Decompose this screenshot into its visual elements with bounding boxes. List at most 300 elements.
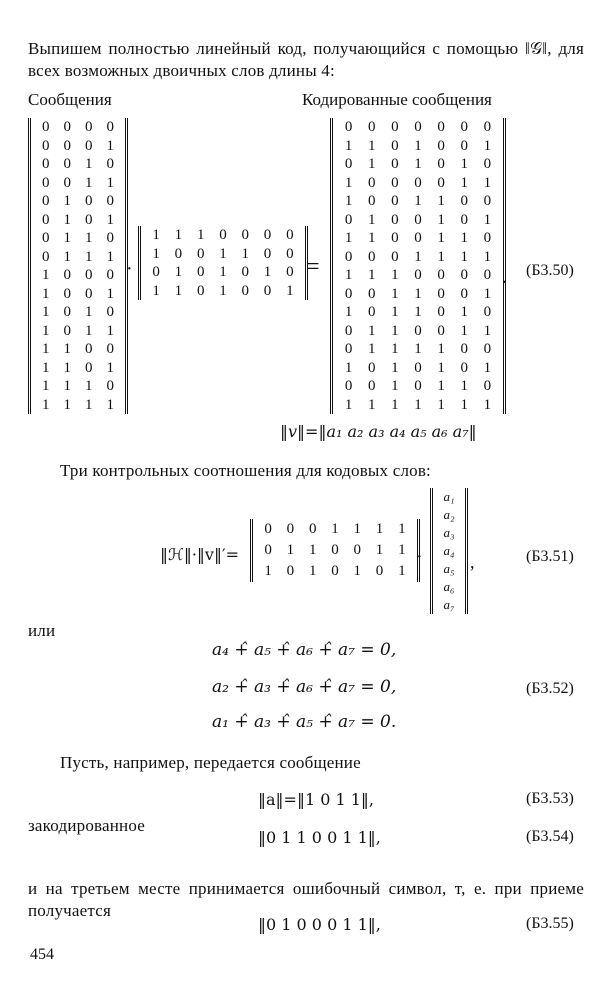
matrix-cell: 1 bbox=[308, 563, 317, 579]
matrix-cell: 0 bbox=[63, 119, 71, 135]
encoded-row bbox=[337, 322, 499, 341]
matrix-cell: 1 bbox=[460, 174, 469, 191]
parity-row bbox=[257, 519, 413, 540]
matrix-cell: 1 bbox=[106, 211, 114, 228]
matrix-cell: 0 bbox=[286, 264, 294, 280]
matrix-cell: 0 bbox=[286, 563, 295, 579]
message-row bbox=[35, 303, 121, 322]
matrix-cell: 1 bbox=[437, 193, 445, 209]
matrix-cell: 1 bbox=[331, 521, 339, 537]
matrix-cell: 0 bbox=[85, 285, 93, 302]
message-row bbox=[35, 174, 121, 193]
matrix-cell: 0 bbox=[263, 227, 272, 243]
matrix-cell: 0 bbox=[85, 211, 93, 228]
equals-sign: = bbox=[306, 254, 320, 280]
matrix-cell: 0 bbox=[391, 156, 399, 172]
matrix-cell: 1 bbox=[483, 359, 492, 376]
matrix-cell: 1 bbox=[63, 359, 71, 376]
codeword-symbol: a₂ bbox=[443, 507, 455, 522]
message-row bbox=[35, 340, 121, 359]
matrix-cell: 0 bbox=[437, 119, 445, 135]
codeword-symbol: a₃ bbox=[443, 525, 455, 540]
matrix-cell: 0 bbox=[414, 378, 422, 394]
matrix-cell: 1 bbox=[344, 137, 353, 154]
matrix-cell: 0 bbox=[106, 341, 114, 357]
message-row bbox=[35, 211, 121, 230]
encoded-row bbox=[337, 377, 499, 396]
matrix-cell: 1 bbox=[391, 285, 399, 302]
matrix-cell: 1 bbox=[391, 322, 399, 339]
matrix-cell: 1 bbox=[367, 156, 376, 172]
matrix-cell: 1 bbox=[398, 542, 406, 558]
parity-row bbox=[257, 561, 413, 582]
matrix-cell: 1 bbox=[63, 341, 71, 357]
message-row bbox=[35, 155, 121, 174]
matrix-cell: 0 bbox=[85, 267, 93, 283]
matrix-cell: 0 bbox=[85, 119, 93, 135]
message-row bbox=[35, 137, 121, 156]
encoded-row bbox=[337, 137, 499, 156]
matrix-cell: 1 bbox=[460, 156, 469, 172]
matrix-cell: 0 bbox=[106, 119, 114, 135]
matrix-cell: 0 bbox=[367, 285, 376, 302]
matrix-cell: 1 bbox=[152, 227, 160, 243]
matrix-cell: 1 bbox=[353, 563, 362, 579]
encoded-row bbox=[337, 192, 499, 211]
matrix-cell: 0 bbox=[85, 359, 93, 376]
matrix-cell: 0 bbox=[152, 264, 160, 280]
equation-number-51: (Б3.51) bbox=[526, 548, 574, 565]
matrix-cell: 0 bbox=[263, 282, 272, 299]
matrix-cell: 0 bbox=[344, 341, 353, 357]
matrix-cell: 1 bbox=[63, 230, 71, 246]
matrix-cell: 0 bbox=[286, 245, 294, 262]
matrix-cell: 1 bbox=[391, 378, 399, 394]
matrix-cell: 1 bbox=[367, 341, 376, 357]
matrix-cell: 1 bbox=[344, 359, 353, 376]
matrix-cell: 1 bbox=[344, 193, 353, 209]
matrix-cell: 1 bbox=[483, 211, 492, 228]
matrix-cell: 0 bbox=[483, 230, 492, 246]
matrix-cell: 1 bbox=[460, 248, 469, 265]
matrix-cell: 0 bbox=[196, 282, 205, 299]
matrix-cell: 0 bbox=[174, 245, 183, 262]
matrix-cell: 0 bbox=[286, 521, 295, 537]
encoded-row bbox=[337, 359, 499, 378]
matrix-cell: 1 bbox=[219, 245, 227, 262]
equation-number-53: (Б3.53) bbox=[526, 790, 574, 807]
matrix-cell: 0 bbox=[391, 230, 399, 246]
matrix-cell: 0 bbox=[460, 285, 469, 302]
matrix-cell: 1 bbox=[85, 304, 93, 320]
matrix-cell: 0 bbox=[42, 119, 50, 135]
page-number: 454 bbox=[30, 946, 54, 963]
multiply-dot: · bbox=[126, 258, 133, 280]
message-row bbox=[35, 118, 121, 137]
matrix-cell: 0 bbox=[367, 119, 376, 135]
matrix-cell: 0 bbox=[344, 378, 353, 394]
matrix-cell: 0 bbox=[367, 304, 376, 320]
check-equation-1: a₄ +̂ a₅ +̂ a₆ +̂ a₇ = 0, bbox=[212, 640, 397, 660]
matrix-cell: 1 bbox=[414, 396, 422, 413]
encoded-matrix bbox=[330, 118, 506, 414]
matrix-cell: 0 bbox=[344, 285, 353, 302]
codeword-symbol: a₇ bbox=[443, 597, 455, 612]
encoded-row bbox=[337, 303, 499, 322]
matrix-cell: 0 bbox=[391, 174, 399, 191]
matrix-cell: 0 bbox=[460, 137, 469, 154]
matrix-cell: 0 bbox=[375, 563, 384, 579]
matrix-cell: 1 bbox=[174, 264, 183, 280]
matrix-cell: 0 bbox=[483, 267, 492, 283]
matrix-cell: 1 bbox=[483, 248, 492, 265]
matrix-cell: 1 bbox=[483, 174, 492, 191]
matrix-cell: 1 bbox=[63, 193, 71, 209]
matrix-cell: 1 bbox=[398, 563, 406, 579]
matrix-cell: 0 bbox=[42, 156, 50, 172]
matrix-cell: 0 bbox=[391, 211, 399, 228]
matrix-cell: 1 bbox=[367, 396, 376, 413]
encoded-word: ‖0 1 1 0 0 1 1‖, bbox=[258, 828, 381, 847]
matrix-cell: 1 bbox=[106, 285, 114, 302]
matrix-cell: 0 bbox=[196, 245, 205, 262]
matrix-cell: 1 bbox=[414, 304, 422, 320]
messages-matrix bbox=[28, 118, 128, 414]
matrix-cell: 0 bbox=[263, 245, 272, 262]
matrix-cell: 1 bbox=[42, 322, 50, 339]
matrix-cell: 1 bbox=[367, 267, 376, 283]
matrix-cell: 1 bbox=[308, 542, 317, 558]
equation-number-52: (Б3.52) bbox=[526, 680, 574, 697]
matrix-cell: 0 bbox=[308, 521, 317, 537]
encoded-row bbox=[337, 266, 499, 285]
matrix-cell: 1 bbox=[63, 211, 71, 228]
codeword-column bbox=[430, 488, 468, 614]
matrix-cell: 0 bbox=[391, 193, 399, 209]
matrix-cell: 0 bbox=[367, 174, 376, 191]
matrix-cell: 1 bbox=[196, 227, 205, 243]
matrix-cell: 1 bbox=[414, 137, 422, 154]
matrix-cell: 1 bbox=[437, 248, 445, 265]
matrix-cell: 1 bbox=[391, 341, 399, 357]
matrix-cell: 0 bbox=[414, 211, 422, 228]
matrix-cell: 1 bbox=[437, 230, 445, 246]
matrix-cell: 0 bbox=[437, 267, 445, 283]
matrix-cell: 0 bbox=[437, 322, 445, 339]
matrix-cell: 1 bbox=[85, 396, 93, 413]
matrix-cell: 0 bbox=[63, 267, 71, 283]
encoded-row bbox=[337, 229, 499, 248]
matrix-cell: 0 bbox=[437, 285, 445, 302]
matrix-cell: 1 bbox=[391, 267, 399, 283]
matrix-cell: 1 bbox=[414, 341, 422, 357]
matrix-cell: 1 bbox=[344, 174, 353, 191]
equation-number-54: (Б3.54) bbox=[526, 828, 574, 845]
error-text: и на третьем месте принимается ошибочный символ, т, е. при приеме получается bbox=[28, 879, 584, 920]
matrix-cell: 0 bbox=[106, 304, 114, 320]
matrix-cell: 0 bbox=[344, 119, 353, 135]
matrix-cell: 0 bbox=[42, 174, 50, 191]
generator-row bbox=[145, 282, 301, 301]
received-word: ‖0 1 0 0 0 1 1‖, bbox=[258, 915, 381, 934]
matrix-cell: 0 bbox=[414, 119, 422, 135]
matrix-cell: 0 bbox=[483, 341, 492, 357]
matrix-cell: 1 bbox=[414, 248, 422, 265]
matrix-cell: 1 bbox=[344, 396, 353, 413]
matrix-cell: 0 bbox=[85, 193, 93, 209]
matrix-cell: 1 bbox=[391, 396, 399, 413]
matrix-cell: 0 bbox=[331, 542, 339, 558]
message-row bbox=[35, 285, 121, 304]
matrix-cell: 0 bbox=[106, 267, 114, 283]
matrix-cell: 0 bbox=[414, 174, 422, 191]
matrix-cell: 1 bbox=[483, 396, 492, 413]
encoded-row bbox=[337, 155, 499, 174]
matrix-cell: 0 bbox=[391, 137, 399, 154]
matrix-cell: 0 bbox=[414, 322, 422, 339]
matrix-cell: 1 bbox=[367, 137, 376, 154]
encoded-label: Кодированные сообщения bbox=[302, 90, 492, 109]
matrix-cell: 0 bbox=[414, 230, 422, 246]
period-mark: . bbox=[502, 266, 507, 288]
matrix-cell: 1 bbox=[106, 248, 114, 265]
matrix-cell: 1 bbox=[106, 174, 114, 191]
parity-check-matrix bbox=[250, 519, 420, 582]
matrix-cell: 1 bbox=[344, 267, 353, 283]
matrix-cell: 1 bbox=[174, 227, 183, 243]
matrix-cell: 0 bbox=[42, 137, 50, 154]
matrix-cell: 1 bbox=[460, 396, 469, 413]
parity-row bbox=[257, 540, 413, 561]
message-row bbox=[35, 192, 121, 211]
matrix-cell: 1 bbox=[414, 193, 422, 209]
matrix-cell: 1 bbox=[414, 285, 422, 302]
matrix-cell: 1 bbox=[42, 285, 50, 302]
matrix-cell: 1 bbox=[437, 211, 445, 228]
matrix-cell: 1 bbox=[85, 322, 93, 339]
matrix-cell: 1 bbox=[85, 174, 93, 191]
matrix-cell: 1 bbox=[63, 378, 71, 394]
matrix-cell: 1 bbox=[152, 245, 160, 262]
matrix-cell: 0 bbox=[241, 264, 250, 280]
encoded-row bbox=[337, 396, 499, 415]
matrix-cell: 0 bbox=[42, 230, 50, 246]
comma-mark: , bbox=[470, 552, 475, 572]
matrix-cell: 1 bbox=[263, 264, 272, 280]
matrix-cell: 1 bbox=[483, 322, 492, 339]
matrix-cell: 0 bbox=[367, 378, 376, 394]
example-text: Пусть, например, передается сообщение bbox=[60, 753, 361, 772]
matrix-cell: 0 bbox=[414, 359, 422, 376]
matrix-cell: 0 bbox=[391, 119, 399, 135]
matrix-cell: 0 bbox=[331, 563, 339, 579]
matrix-cell: 1 bbox=[85, 156, 93, 172]
matrix-cell: 1 bbox=[460, 304, 469, 320]
matrix-cell: 1 bbox=[375, 521, 384, 537]
encoded-row bbox=[337, 248, 499, 267]
matrix-cell: 0 bbox=[437, 137, 445, 154]
matrix-cell: 1 bbox=[219, 264, 227, 280]
matrix-cell: 1 bbox=[483, 285, 492, 302]
matrix-cell: 1 bbox=[85, 230, 93, 246]
matrix-cell: 1 bbox=[42, 396, 50, 413]
codeword-symbol: a₅ bbox=[443, 561, 455, 576]
encoded-row bbox=[337, 340, 499, 359]
matrix-cell: 0 bbox=[437, 156, 445, 172]
matrix-cell: 0 bbox=[437, 304, 445, 320]
matrix-cell: 0 bbox=[63, 156, 71, 172]
encoded-word-label: закодированное bbox=[28, 816, 146, 835]
generator-row bbox=[145, 226, 301, 245]
matrix-cell: 1 bbox=[367, 211, 376, 228]
message-row bbox=[35, 248, 121, 267]
matrix-cell: 0 bbox=[460, 267, 469, 283]
matrix-cell: 0 bbox=[483, 304, 492, 320]
matrix-cell: 1 bbox=[42, 378, 50, 394]
encoded-row bbox=[337, 118, 499, 137]
matrix-cell: 1 bbox=[42, 304, 50, 320]
matrix-cell: 0 bbox=[353, 542, 362, 558]
matrix-cell: 1 bbox=[106, 396, 114, 413]
matrix-cell: 0 bbox=[286, 227, 294, 243]
matrix-cell: 0 bbox=[42, 211, 50, 228]
v-definition: ‖v‖=‖a₁ a₂ a₃ a₄ a₅ a₆ a₇‖ bbox=[280, 422, 477, 441]
h-product-lhs: ‖ℋ‖·‖v‖′= bbox=[160, 545, 239, 564]
codeword-symbol: a₁ bbox=[443, 489, 455, 504]
matrix-cell: 1 bbox=[391, 304, 399, 320]
matrix-cell: 1 bbox=[85, 378, 93, 394]
matrix-cell: 1 bbox=[437, 378, 445, 394]
matrix-cell: 0 bbox=[264, 542, 272, 558]
matrix-cell: 0 bbox=[241, 282, 250, 299]
matrix-cell: 1 bbox=[344, 230, 353, 246]
matrix-cell: 0 bbox=[483, 156, 492, 172]
encoded-row bbox=[337, 211, 499, 230]
matrix-cell: 1 bbox=[344, 304, 353, 320]
matrix-cell: 0 bbox=[414, 267, 422, 283]
matrix-cell: 0 bbox=[437, 174, 445, 191]
generator-row bbox=[145, 263, 301, 282]
matrix-cell: 1 bbox=[367, 322, 376, 339]
matrix-cell: 1 bbox=[42, 267, 50, 283]
matrix-cell: 0 bbox=[106, 230, 114, 246]
matrix-cell: 1 bbox=[460, 322, 469, 339]
matrix-cell: 1 bbox=[63, 396, 71, 413]
message-row bbox=[35, 322, 121, 341]
matrix-cell: 0 bbox=[367, 193, 376, 209]
matrix-cell: 0 bbox=[63, 174, 71, 191]
intro-paragraph: Выпишем полностью линейный код, получающийся с помощью ‖𝒢‖, для всех возможных двоичных слов длины 4: bbox=[28, 39, 584, 80]
matrix-cell: 0 bbox=[344, 322, 353, 339]
matrix-cell: 1 bbox=[483, 137, 492, 154]
codeword-symbol: a₆ bbox=[443, 579, 455, 594]
matrix-cell: 1 bbox=[286, 542, 295, 558]
matrix-cell: 1 bbox=[174, 282, 183, 299]
matrix-cell: 0 bbox=[85, 137, 93, 154]
matrix-cell: 1 bbox=[353, 521, 362, 537]
or-text: или bbox=[28, 621, 56, 640]
check-equation-2: a₂ +̂ a₃ +̂ a₆ +̂ a₇ = 0, bbox=[212, 677, 397, 697]
matrix-cell: 0 bbox=[85, 341, 93, 357]
matrix-cell: 0 bbox=[63, 304, 71, 320]
encoded-row bbox=[337, 174, 499, 193]
multiply-dot: · bbox=[416, 546, 423, 568]
matrix-cell: 0 bbox=[460, 341, 469, 357]
matrix-cell: 1 bbox=[106, 359, 114, 376]
message-row bbox=[35, 377, 121, 396]
matrix-cell: 1 bbox=[437, 341, 445, 357]
matrix-cell: 0 bbox=[106, 193, 114, 209]
equation-number-50: (Б3.50) bbox=[526, 262, 574, 279]
matrix-cell: 0 bbox=[63, 322, 71, 339]
matrix-cell: 0 bbox=[196, 264, 205, 280]
matrix-cell: 0 bbox=[344, 248, 353, 265]
messages-label: Сообщения bbox=[28, 90, 112, 109]
matrix-cell: 1 bbox=[152, 282, 160, 299]
matrix-cell: 1 bbox=[367, 230, 376, 246]
matrix-cell: 0 bbox=[42, 248, 50, 265]
encoded-row bbox=[337, 285, 499, 304]
matrix-cell: 0 bbox=[367, 248, 376, 265]
matrix-cell: 0 bbox=[483, 119, 492, 135]
matrix-cell: 0 bbox=[483, 378, 492, 394]
matrix-cell: 1 bbox=[391, 359, 399, 376]
matrix-cell: 1 bbox=[42, 341, 50, 357]
matrix-cell: 1 bbox=[375, 542, 384, 558]
matrix-cell: 0 bbox=[106, 156, 114, 172]
matrix-cell: 1 bbox=[241, 245, 250, 262]
message-row bbox=[35, 359, 121, 378]
message-row bbox=[35, 229, 121, 248]
matrix-cell: 0 bbox=[367, 359, 376, 376]
matrix-cell: 1 bbox=[437, 396, 445, 413]
message-a: ‖a‖=‖1 0 1 1‖, bbox=[258, 790, 375, 809]
matrix-cell: 1 bbox=[219, 282, 227, 299]
matrix-cell: 0 bbox=[344, 156, 353, 172]
matrix-cell: 0 bbox=[460, 211, 469, 228]
matrix-cell: 1 bbox=[106, 322, 114, 339]
matrix-cell: 0 bbox=[63, 137, 71, 154]
check-equation-3: a₁ +̂ a₃ +̂ a₅ +̂ a₇ = 0. bbox=[212, 712, 397, 732]
matrix-cell: 1 bbox=[264, 563, 272, 579]
matrix-cell: 1 bbox=[85, 248, 93, 265]
matrix-cell: 0 bbox=[219, 227, 227, 243]
message-row bbox=[35, 266, 121, 285]
matrix-cell: 0 bbox=[460, 119, 469, 135]
matrix-cell: 0 bbox=[344, 211, 353, 228]
matrix-cell: 0 bbox=[460, 359, 469, 376]
matrix-cell: 1 bbox=[460, 378, 469, 394]
matrix-cell: 1 bbox=[63, 248, 71, 265]
matrix-cell: 0 bbox=[42, 193, 50, 209]
matrix-cell: 1 bbox=[106, 137, 114, 154]
matrix-cell: 0 bbox=[460, 193, 469, 209]
matrix-cell: 1 bbox=[460, 230, 469, 246]
matrix-cell: 0 bbox=[264, 521, 272, 537]
matrix-cell: 0 bbox=[483, 193, 492, 209]
message-row bbox=[35, 396, 121, 415]
matrix-cell: 1 bbox=[398, 521, 406, 537]
matrix-cell: 1 bbox=[286, 282, 294, 299]
matrix-cell: 0 bbox=[391, 248, 399, 265]
generator-matrix bbox=[138, 226, 308, 300]
matrix-cell: 0 bbox=[63, 285, 71, 302]
codeword-symbol: a₄ bbox=[443, 543, 455, 558]
three-checks-text: Три контрольных соотношения для кодовых слов: bbox=[60, 461, 431, 480]
matrix-cell: 1 bbox=[414, 156, 422, 172]
matrix-cell: 0 bbox=[241, 227, 250, 243]
equation-number-55: (Б3.55) bbox=[526, 915, 574, 932]
